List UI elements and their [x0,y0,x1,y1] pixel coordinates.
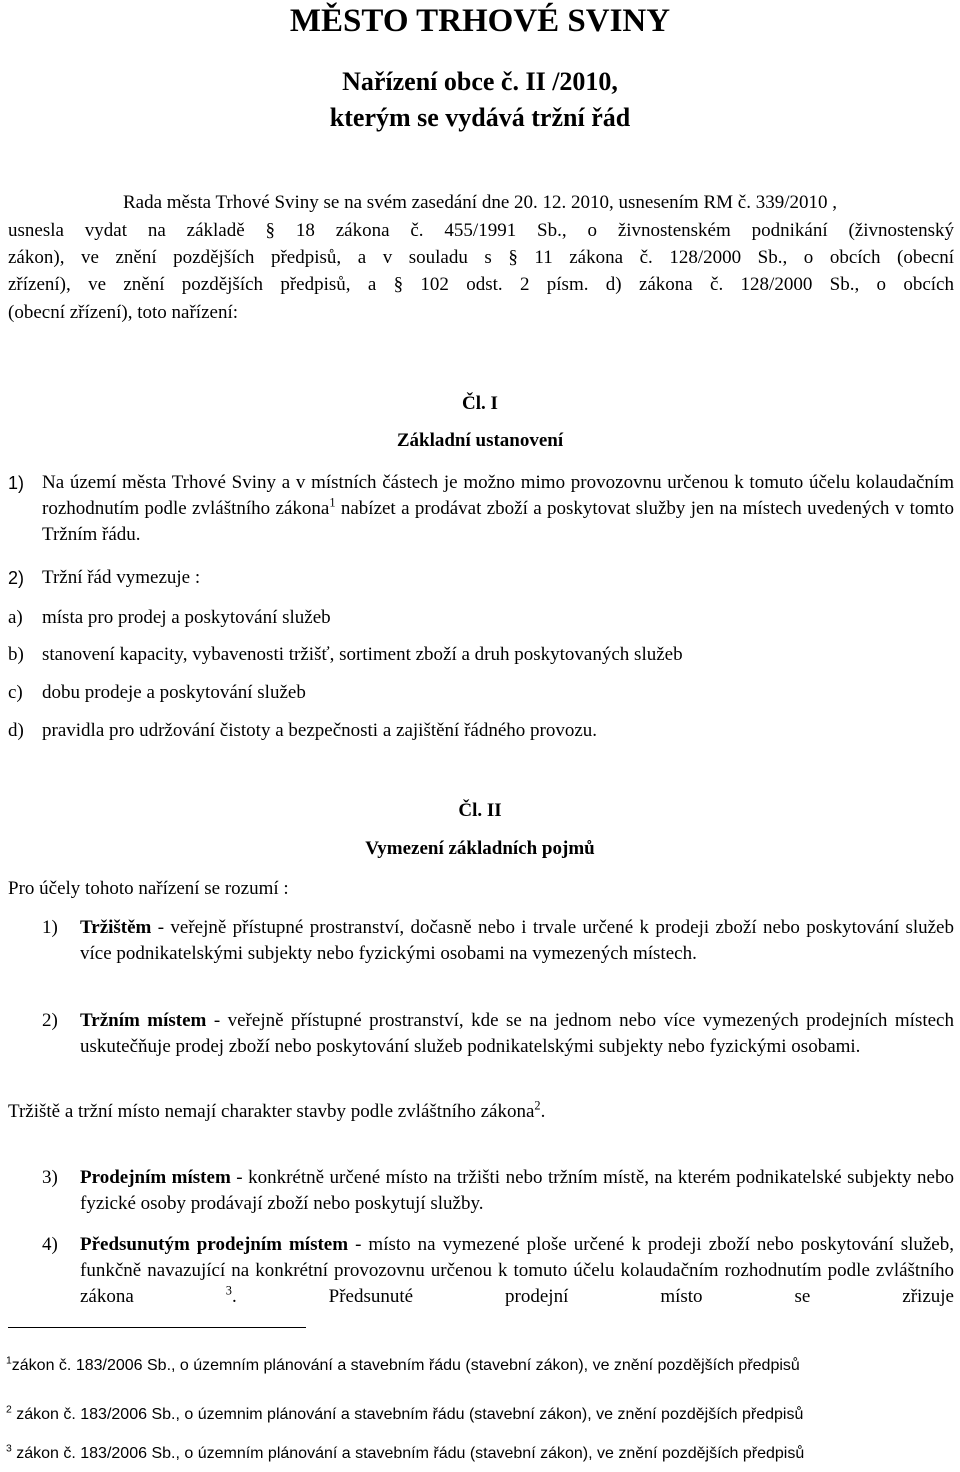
footnote-2 [6,1405,956,1425]
footnote-text: zákon č. 183/2006 Sb., o územním plánování a stavebním řádu (stavební zákon), ve znění pozdějších předpisů [11,1445,805,1462]
regulation-title-line2: kterým se vydává tržní řád [329,103,631,132]
article-2-title: Vymezení základních pojmů [365,838,595,859]
footnote-text: zákon č. 183/2006 Sb., o územním plánování a stavebním řádu (stavební zákon), ve znění pozdějších předpisů [11,1357,800,1374]
art1-paragraph-1 [42,470,954,548]
definition-item [80,1165,954,1217]
art1-paragraph-2-number: 2) [8,568,25,588]
footnote-divider [8,1327,306,1328]
list-item-label: b) [8,644,24,665]
list-item-label: c) [8,682,23,703]
definition-item [80,1008,954,1060]
definition-term: Tržním místem [80,1010,207,1031]
market-note-text: Tržiště a tržní místo nemají charakter stavby podle zvláštního zákona [8,1101,535,1122]
art1-paragraph-1-number: 1) [8,473,25,493]
intro-line: zřízení), ve znění pozdějších předpisů, a § 102 odst. 2 písm. d) zákona č. 128/2000 Sb., o obcích [8,274,954,295]
market-note-end: . [540,1101,546,1122]
definition-text: - veřejně přístupné prostranství, kde se na jednom nebo více vymezených prodejních místech uskutečňuje prodej zboží nebo poskytování služeb podnikatelskými subjekty nebo fyzickými osobami. [80,1010,954,1057]
definition-term: Tržištěm [80,917,152,938]
intro-line: Rada města Trhové Sviny se na svém zasedání dne 20. 12. 2010, usnesením RM č. 339/2010 , [122,192,837,213]
art1-paragraph-2: Tržní řád vymezuje : [42,567,201,588]
list-item-label: d) [8,720,24,741]
footnote-3 [6,1444,956,1464]
list-item-label: a) [8,607,23,628]
definition-number: 4) [42,1234,58,1255]
article-1-number: Čl. I [462,393,498,414]
footnote-ref-2: 2 [534,1098,541,1113]
definition-number: 3) [42,1167,58,1188]
definition-text: - místo na vymezené ploše určené k prodeji zboží nebo poskytování služeb, funkčně navazující na konkrétní provozovnu určenou k tomuto účelu kolaudačním rozhodnutím podle zvláštního zákona [80,1234,954,1307]
footnote-marker: 1 [6,1355,12,1367]
article-2-number: Čl. II [458,800,502,821]
definition-item [80,915,954,967]
footnote-ref-3: 3 [225,1283,232,1298]
definition-text: - veřejně přístupné prostranství, dočasně nebo i trvale určené k prodeji zboží nebo poskytování služeb více podnikatelskými subjekty nebo fyzickými osobami na vymezených místech. [80,917,954,964]
footnote-ref-1: 1 [329,495,336,510]
footnote-1 [6,1356,956,1376]
definition-text: - konkrétně určené místo na tržišti nebo tržním místě, na kterém podnikatelské subjekty nebo fyzické osoby prodávají zboží nebo poskytují služby. [80,1167,954,1214]
list-item: dobu prodeje a poskytování služeb [42,682,306,703]
city-heading: MĚSTO TRHOVÉ SVINY [289,3,671,39]
definition-text-cont: . Předsunuté prodejní místo se zřizuje [231,1286,954,1307]
market-note [8,1099,954,1125]
article-1-title: Základní ustanovení [396,430,564,451]
intro-line: usnesla vydat na základě § 18 zákona č. 455/1991 Sb., o živnostenském podnikání (živnostenský [8,220,954,241]
footnote-marker: 2 [6,1404,12,1416]
regulation-title-line1: Nařízení obce č. II /2010, [342,67,618,96]
definition-item [80,1232,954,1310]
list-item: pravidla pro udržování čistoty a bezpečnosti a zajištění řádného provozu. [42,720,598,741]
definition-number: 2) [42,1010,58,1031]
definition-term: Prodejním místem [80,1167,231,1188]
definition-number: 1) [42,917,58,938]
definition-term: Předsunutým prodejním místem [80,1234,349,1255]
intro-line: zákon), ve znění pozdějších předpisů, a v souladu s § 11 zákona č. 128/2000 Sb., o obcích (obecní [8,247,954,268]
footnote-marker: 3 [6,1443,12,1455]
intro-line: (obecní zřízení), toto nařízení: [8,302,239,323]
regulation-title [0,64,960,136]
art1-paragraph-1-text: Na území města Trhové Sviny a v místních částech je možno mimo provozovnu určenou k tomuto účelu kolaudačním rozhodnutím podle zvláštního zákona [42,472,954,519]
footnote-text: zákon č. 183/2006 Sb., o územnim plánování a stavebním řádu (stavební zákon), ve znění pozdějších předpisů [11,1406,804,1423]
list-item: stanovení kapacity, vybavenosti tržišť, sortiment zboží a druh poskytovaných služeb [42,644,683,665]
list-item: místa pro prodej a poskytování služeb [42,607,331,628]
article-2-lead: Pro účely tohoto nařízení se rozumí : [8,878,289,899]
art1-paragraph-1-text-cont: nabízet a prodávat zboží a poskytovat služby jen na místech uvedených v tomto Tržním řádu. [42,498,954,545]
